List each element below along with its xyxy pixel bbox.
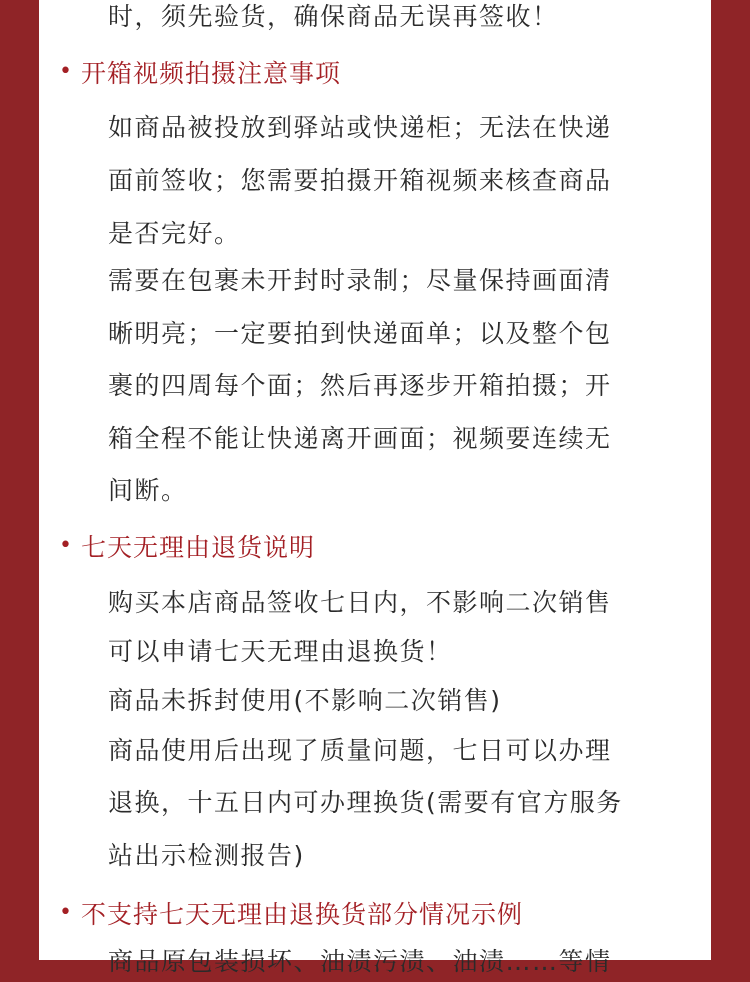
- body-line: 间断。: [108, 476, 188, 505]
- body-line: 箱全程不能让快递离开画面；视频要连续无: [108, 424, 612, 453]
- section-title: 开箱视频拍摄注意事项: [81, 59, 342, 88]
- body-line: 晰明亮；一定要拍到快递面单；以及整个包: [108, 319, 612, 348]
- section-heading-seven-day-return: [59, 526, 315, 566]
- section-title: 七天无理由退货说明: [81, 533, 316, 562]
- body-line: 如商品被投放到驿站或快递柜；无法在快递: [108, 113, 612, 142]
- body-line: 站出示检测报告): [108, 841, 305, 870]
- section-heading-no-return-cases: [59, 893, 523, 933]
- body-line: 时，须先验货，确保商品无误再签收！: [108, 2, 559, 31]
- body-line: 需要在包裹未开封时录制；尽量保持画面清: [108, 266, 612, 295]
- body-line: 商品使用后出现了质量问题，七日可以办理: [108, 736, 612, 765]
- body-line: 裹的四周每个面；然后再逐步开箱拍摄；开: [108, 371, 612, 400]
- body-line: 是否完好。: [108, 219, 241, 248]
- bullet-icon: •: [59, 59, 73, 84]
- section-heading-unboxing-video: [59, 52, 341, 92]
- content-card: [39, 0, 711, 976]
- bullet-icon: •: [59, 900, 73, 925]
- body-line: 商品未拆封使用(不影响二次销售): [108, 686, 502, 715]
- bullet-icon: •: [59, 533, 73, 558]
- body-line: 商品原包装损坏、油渍污渍、油渍……等情: [108, 947, 612, 976]
- body-line: 退换，十五日内可办理换货(需要有官方服务: [108, 788, 623, 817]
- body-line: 购买本店商品签收七日内，不影响二次销售: [108, 588, 612, 617]
- body-line: 可以申请七天无理由退换货！: [108, 637, 453, 666]
- section-title: 不支持七天无理由退换货部分情况示例: [81, 900, 524, 929]
- body-line: 面前签收；您需要拍摄开箱视频来核查商品: [108, 166, 612, 195]
